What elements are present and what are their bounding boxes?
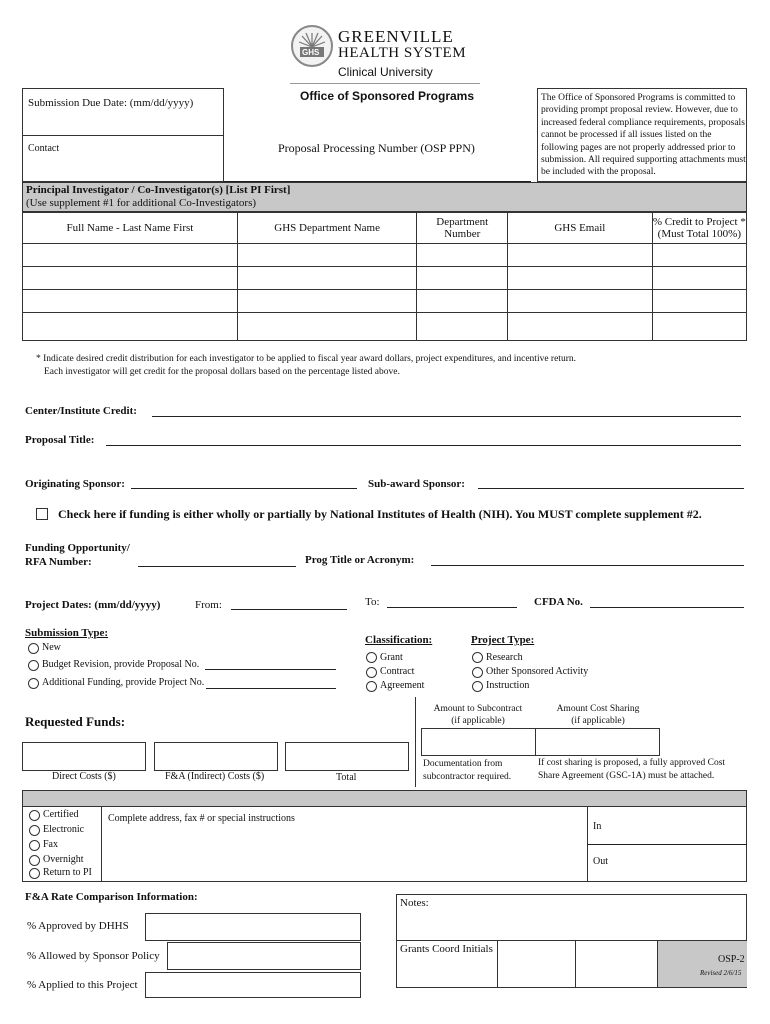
footnote-1: * Indicate desired credit distribution for each investigator to be applied to fiscal year award dollars, project expenditures, and incentive return. — [36, 354, 576, 364]
nih-checkbox[interactable] — [36, 508, 48, 520]
ppn-label: Proposal Processing Number (OSP PPN) — [278, 141, 475, 155]
allowed-sponsor-input[interactable] — [167, 942, 361, 970]
radio-overnight[interactable] — [29, 855, 40, 866]
option-new: New — [42, 642, 61, 653]
subcontract-label-2: (if applicable) — [451, 716, 505, 726]
project-dates-label: Project Dates: (mm/dd/yyyy) — [25, 599, 161, 611]
col-full-name: Full Name - Last Name First — [23, 213, 238, 244]
contact-label: Contact — [28, 143, 60, 154]
radio-other-sponsored[interactable] — [472, 667, 483, 678]
cost-share-label-1: Amount Cost Sharing — [556, 704, 640, 714]
radio-electronic[interactable] — [29, 825, 40, 836]
applied-project-label: % Applied to this Project — [27, 979, 138, 991]
radio-contract[interactable] — [366, 667, 377, 678]
radio-budget-revision[interactable] — [28, 660, 39, 671]
doc-note-1: Documentation from — [423, 759, 503, 769]
total-label: Total — [336, 772, 357, 783]
option-budget-revision: Budget Revision, provide Proposal No. — [42, 659, 200, 670]
nih-check-label: Check here if funding is either wholly or partially by National Institutes of Health (NIH). You MUST complete supplement #2. — [58, 507, 702, 521]
col-credit-line1: % Credit to Project * — [652, 216, 746, 228]
originating-sponsor-label: Originating Sponsor: — [25, 478, 125, 490]
option-overnight: Overnight — [43, 854, 84, 865]
cfda-input[interactable] — [590, 607, 744, 608]
direct-costs-input[interactable] — [22, 742, 146, 771]
project-type-label: Project Type: — [471, 634, 535, 646]
doc-note — [423, 758, 511, 783]
instructions-input[interactable] — [104, 826, 584, 880]
col-department-number: Department Number — [417, 213, 508, 244]
option-instruction: Instruction — [486, 680, 530, 691]
radio-agreement[interactable] — [366, 681, 377, 692]
cost-share-input[interactable] — [535, 728, 660, 756]
notes-label: Notes: — [400, 897, 429, 909]
revised-date: Revised 2/6/15 — [700, 969, 742, 977]
out-label: Out — [593, 856, 608, 867]
fa-costs-label: F&A (Indirect) Costs ($) — [165, 771, 265, 782]
col-credit — [652, 213, 746, 244]
option-return-to-pi: Return to PI — [43, 867, 92, 878]
option-agreement: Agreement — [380, 680, 425, 691]
org-name-line2: HEALTH SYSTEM — [338, 45, 467, 61]
funding-opp-label-2: RFA Number: — [25, 556, 92, 568]
proposal-title-input[interactable] — [106, 445, 741, 446]
initials-label: Grants Coord Initials — [400, 943, 493, 955]
option-certified: Certified — [43, 809, 79, 820]
from-label: From: — [195, 599, 222, 611]
org-name-line3: Clinical University — [338, 65, 433, 79]
radio-grant[interactable] — [366, 652, 377, 663]
radio-additional-funding[interactable] — [28, 678, 39, 689]
option-additional-funding: Additional Funding, provide Project No. — [42, 677, 205, 688]
submission-type-label: Submission Type: — [25, 627, 109, 639]
rfa-number-input[interactable] — [138, 566, 296, 567]
cost-share-label — [537, 703, 659, 727]
approved-dhhs-input[interactable] — [145, 913, 361, 941]
from-date-input[interactable] — [231, 609, 347, 610]
table-row — [23, 290, 747, 313]
option-contract: Contract — [380, 666, 415, 677]
table-row — [23, 244, 747, 267]
office-title: Office of Sponsored Programs — [300, 89, 475, 103]
center-credit-label: Center/Institute Credit: — [25, 405, 137, 417]
in-label: In — [593, 821, 602, 832]
investigators-table — [22, 212, 747, 341]
radio-new[interactable] — [28, 643, 39, 654]
cfda-label: CFDA No. — [534, 596, 583, 608]
project-no-input[interactable] — [206, 688, 336, 689]
notice-text: The Office of Sponsored Programs is committed to providing prompt proposal review. However, due to increased federal compliance requirements, proposals cannot be processed if all issues listed on the following pages are not properly addressed prior to submission. All required supporting attachments must be included with the proposal. — [541, 93, 746, 178]
option-research: Research — [486, 652, 523, 663]
center-credit-input[interactable] — [152, 416, 741, 417]
cs-note-1: If cost sharing is proposed, a fully approved Cost — [538, 758, 726, 768]
footnote-2: Each investigator will get credit for the proposal dollars based on the percentage listed above. — [44, 367, 400, 377]
cs-note-2: Share Agreement (GSC-1A) must be attached. — [538, 770, 715, 781]
initials-input[interactable] — [499, 941, 574, 987]
col-email: GHS Email — [508, 213, 653, 244]
option-fax: Fax — [43, 839, 58, 850]
table-row — [23, 267, 747, 290]
fa-costs-input[interactable] — [154, 742, 278, 771]
doc-note-2: subcontractor required. — [423, 771, 512, 782]
form-id: OSP-2 — [718, 954, 745, 965]
notes-field[interactable] — [396, 894, 747, 941]
subaward-sponsor-label: Sub-award Sponsor: — [368, 478, 465, 490]
org-name-line1: GREENVILLE — [338, 27, 454, 46]
col-department-name: GHS Department Name — [237, 213, 417, 244]
prog-title-label: Prog Title or Acronym: — [305, 554, 415, 566]
radio-return-to-pi[interactable] — [29, 868, 40, 879]
investigators-subheading: (Use supplement #1 for additional Co-Investigators) — [26, 197, 257, 209]
to-label: To: — [365, 596, 380, 608]
option-electronic: Electronic — [43, 824, 85, 835]
logo — [291, 25, 333, 67]
originating-sponsor-input[interactable] — [131, 488, 357, 489]
prog-title-input[interactable] — [431, 565, 744, 566]
option-other-sponsored: Other Sponsored Activity — [486, 666, 589, 677]
proposal-title-label: Proposal Title: — [25, 434, 95, 446]
allowed-sponsor-label: % Allowed by Sponsor Policy — [27, 950, 160, 962]
logo-monogram: GHS — [302, 48, 320, 57]
total-input[interactable] — [285, 742, 409, 771]
requested-funds-label: Requested Funds: — [25, 714, 126, 729]
cs-note — [538, 757, 725, 782]
submission-due-label: Submission Due Date: (mm/dd/yyyy) — [28, 97, 194, 109]
subcontract-input[interactable] — [421, 728, 536, 756]
fa-rate-label: F&A Rate Comparison Information: — [25, 891, 198, 903]
option-grant: Grant — [380, 652, 403, 663]
classification-label: Classification: — [365, 634, 433, 646]
submission-due-field[interactable] — [22, 88, 224, 136]
table-row — [23, 313, 747, 341]
cost-share-label-2: (if applicable) — [571, 716, 625, 726]
radio-fax[interactable] — [29, 840, 40, 851]
col-credit-line2: (Must Total 100%) — [657, 228, 742, 240]
applied-project-input[interactable] — [145, 972, 361, 998]
instructions-label: Complete address, fax # or special instructions — [108, 813, 295, 824]
funding-opp-label-1: Funding Opportunity/ — [25, 542, 130, 554]
radio-certified[interactable] — [29, 810, 40, 821]
to-date-input[interactable] — [387, 607, 517, 608]
palm-icon — [293, 27, 331, 65]
approved-dhhs-label: % Approved by DHHS — [27, 920, 129, 932]
subcontract-label — [421, 703, 535, 727]
radio-instruction[interactable] — [472, 681, 483, 692]
proposal-no-input[interactable] — [205, 669, 336, 670]
subaward-sponsor-input[interactable] — [478, 488, 744, 489]
investigators-heading: Principal Investigator / Co-Investigator(s) [List PI First] — [26, 184, 291, 196]
direct-costs-label: Direct Costs ($) — [52, 771, 116, 782]
subcontract-label-1: Amount to Subcontract — [433, 704, 523, 714]
radio-research[interactable] — [472, 652, 483, 663]
